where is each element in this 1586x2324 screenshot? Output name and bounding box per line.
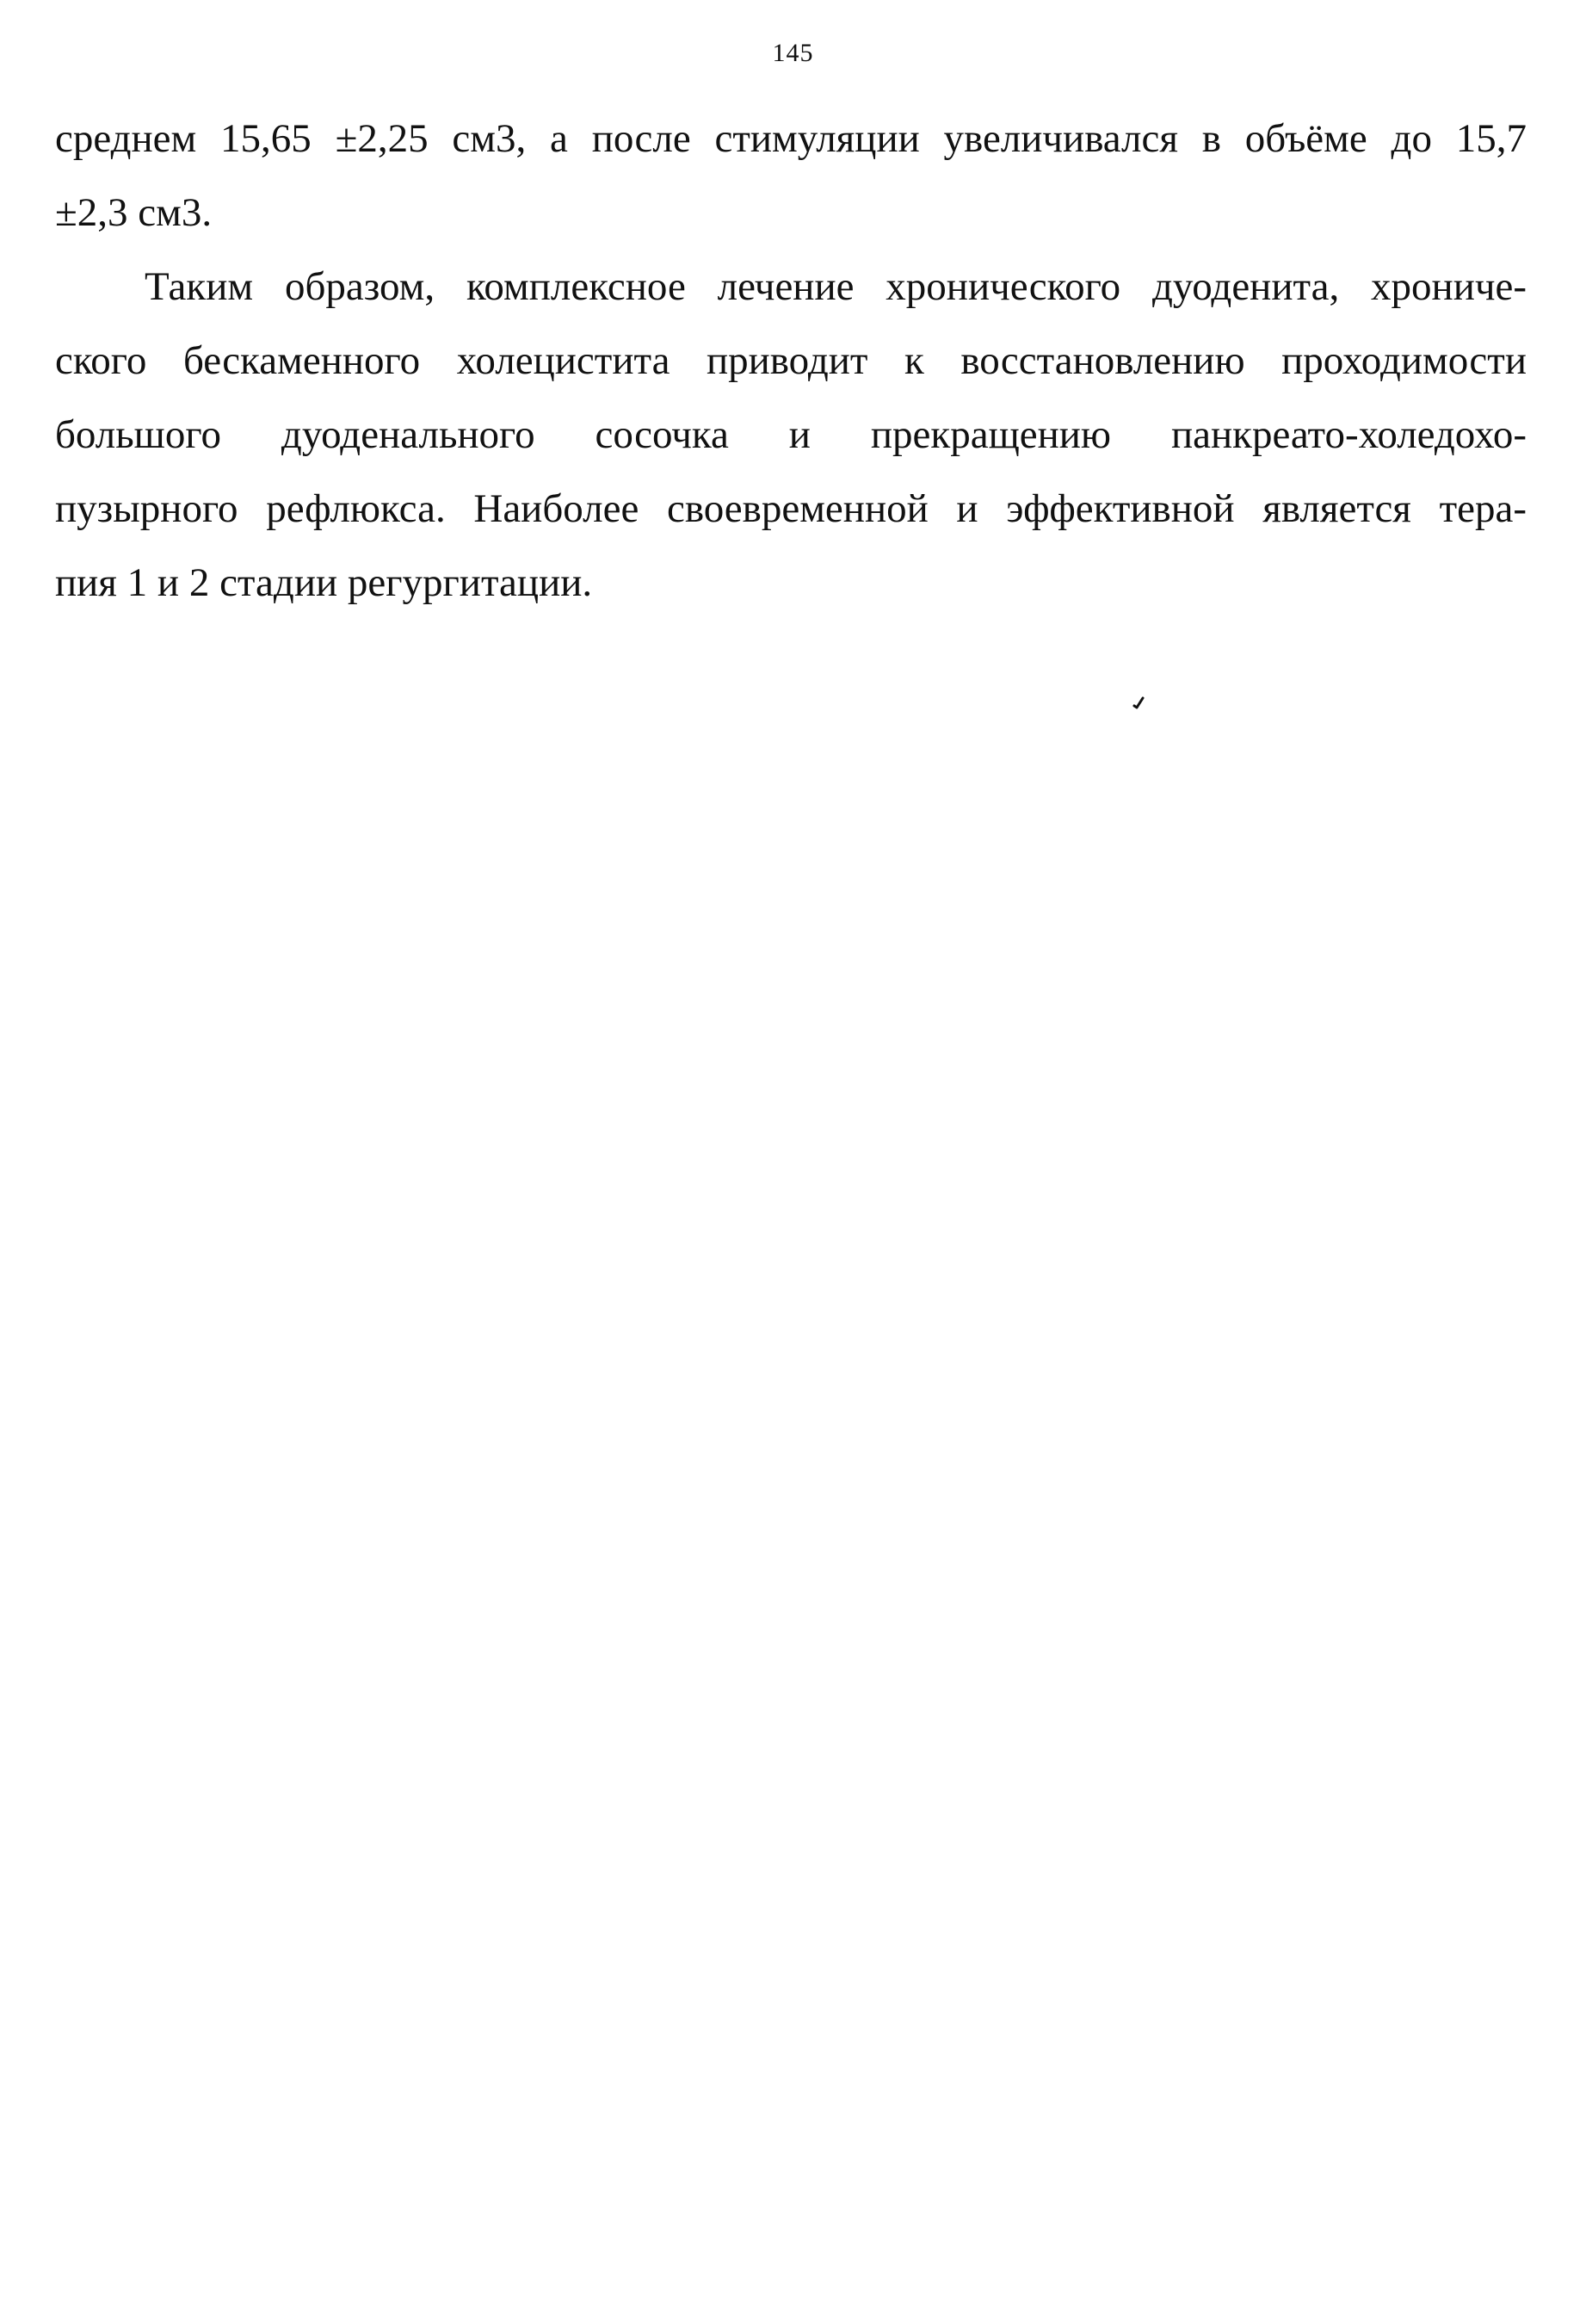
paragraph-line: ского бескаменного холецистита приводит к восстановлению проходимости [55, 338, 1527, 383]
paragraph-line: пия 1 и 2 стадии регургитации. [55, 560, 593, 605]
paragraph-line: ±2,3 см3. [55, 190, 213, 235]
paragraph-conclusion [55, 250, 1527, 620]
page-number: 145 [772, 39, 814, 67]
paragraph-continuation [55, 102, 1527, 250]
pen-tick-icon [1132, 695, 1145, 709]
body-text [55, 102, 1527, 620]
paragraph-line: большого дуоденального сосочка и прекращению панкреато-холедохо- [55, 412, 1527, 457]
paragraph-line: пузырного рефлюкса. Наиболее своевременной и эффективной является тера- [55, 486, 1527, 531]
paragraph-line: среднем 15,65 ±2,25 см3, а после стимуляции увеличивался в объёме до 15,7 [55, 116, 1527, 161]
paragraph-line: Таким образом, комплексное лечение хронического дуоденита, хрониче- [145, 264, 1527, 309]
